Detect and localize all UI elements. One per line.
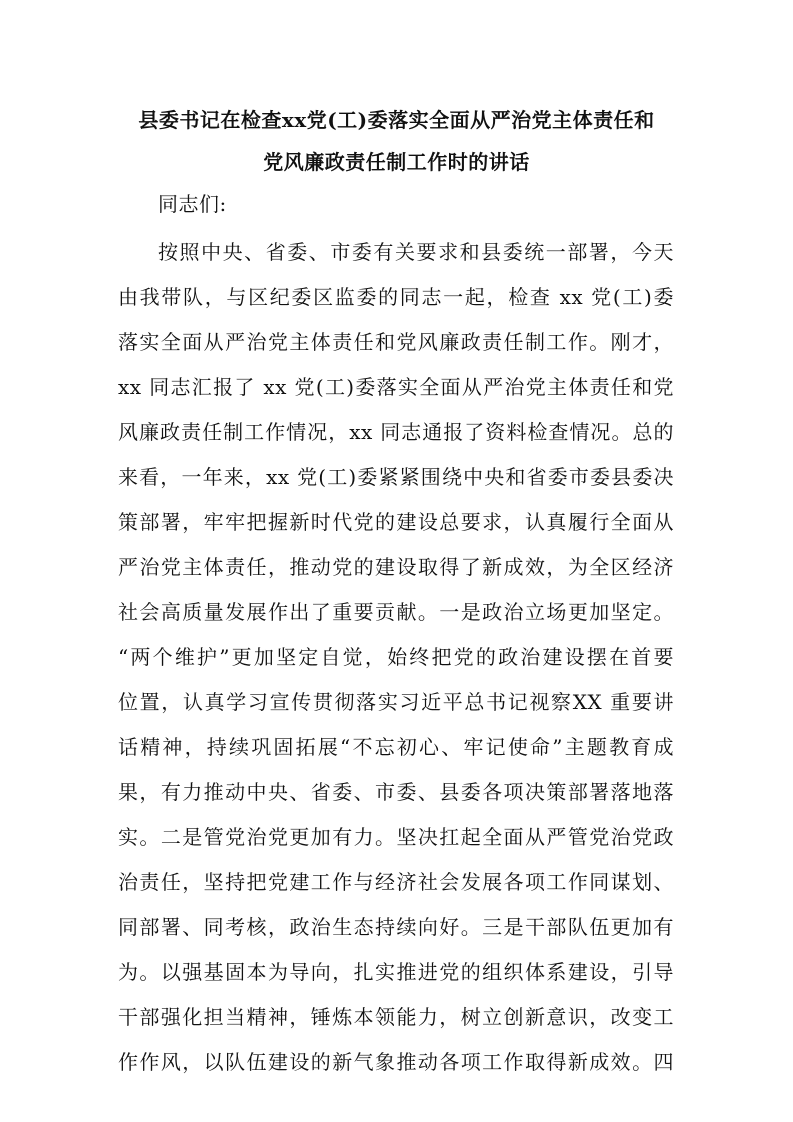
greeting: 同志们: bbox=[158, 192, 227, 216]
paragraph-line: 策部署，牢牢把握新时代党的建设总要求，认真履行全面从 bbox=[118, 510, 674, 534]
paragraph-line: 社会高质量发展作出了重要贡献。一是政治立场更加坚定。 bbox=[118, 600, 674, 624]
paragraph-line: 作作风，以队伍建设的新气象推动各项工作取得新成效。四 bbox=[118, 1050, 674, 1074]
paragraph-line: 按照中央、省委、市委有关要求和县委统一部署，今天 bbox=[158, 240, 674, 264]
paragraph-line: 位置，认真学习宣传贯彻落实习近平总书记视察XX 重要讲 bbox=[118, 690, 674, 714]
document-title-line-2: 党风廉政责任制工作时的讲话 bbox=[263, 150, 530, 174]
paragraph-line: 严治党主体责任，推动党的建设取得了新成效，为全区经济 bbox=[118, 555, 674, 579]
paragraph-line: 实。二是管党治党更加有力。坚决扛起全面从严管党治党政 bbox=[118, 825, 674, 849]
paragraph-line: 风廉政责任制工作情况，xx 同志通报了资料检查情况。总的 bbox=[118, 420, 674, 444]
document-title-line-1: 县委书记在检查xx党(工)委落实全面从严治党主体责任和 bbox=[138, 108, 655, 132]
paragraph-line: 由我带队，与区纪委区监委的同志一起，检查 xx 党(工)委 bbox=[118, 285, 674, 309]
paragraph-line: 话精神，持续巩固拓展“不忘初心、牢记使命”主题教育成 bbox=[118, 735, 674, 759]
paragraph-line: xx 同志汇报了 xx 党(工)委落实全面从严治党主体责任和党 bbox=[118, 375, 674, 399]
paragraph-line: 落实全面从严治党主体责任和党风廉政责任制工作。刚才， bbox=[118, 330, 674, 354]
paragraph-line: 为。以强基固本为导向，扎实推进党的组织体系建设，引导 bbox=[118, 960, 674, 984]
paragraph-line: 来看，一年来，xx 党(工)委紧紧围绕中央和省委市委县委决 bbox=[118, 465, 674, 489]
paragraph-line: 干部强化担当精神，锤炼本领能力，树立创新意识，改变工 bbox=[118, 1005, 674, 1029]
paragraph-line: 同部署、同考核，政治生态持续向好。三是干部队伍更加有 bbox=[118, 915, 674, 939]
paragraph-line: “两个维护”更加坚定自觉，始终把党的政治建设摆在首要 bbox=[118, 645, 674, 669]
paragraph-line: 果，有力推动中央、省委、市委、县委各项决策部署落地落 bbox=[118, 780, 674, 804]
paragraph-line: 治责任，坚持把党建工作与经济社会发展各项工作同谋划、 bbox=[118, 870, 674, 894]
